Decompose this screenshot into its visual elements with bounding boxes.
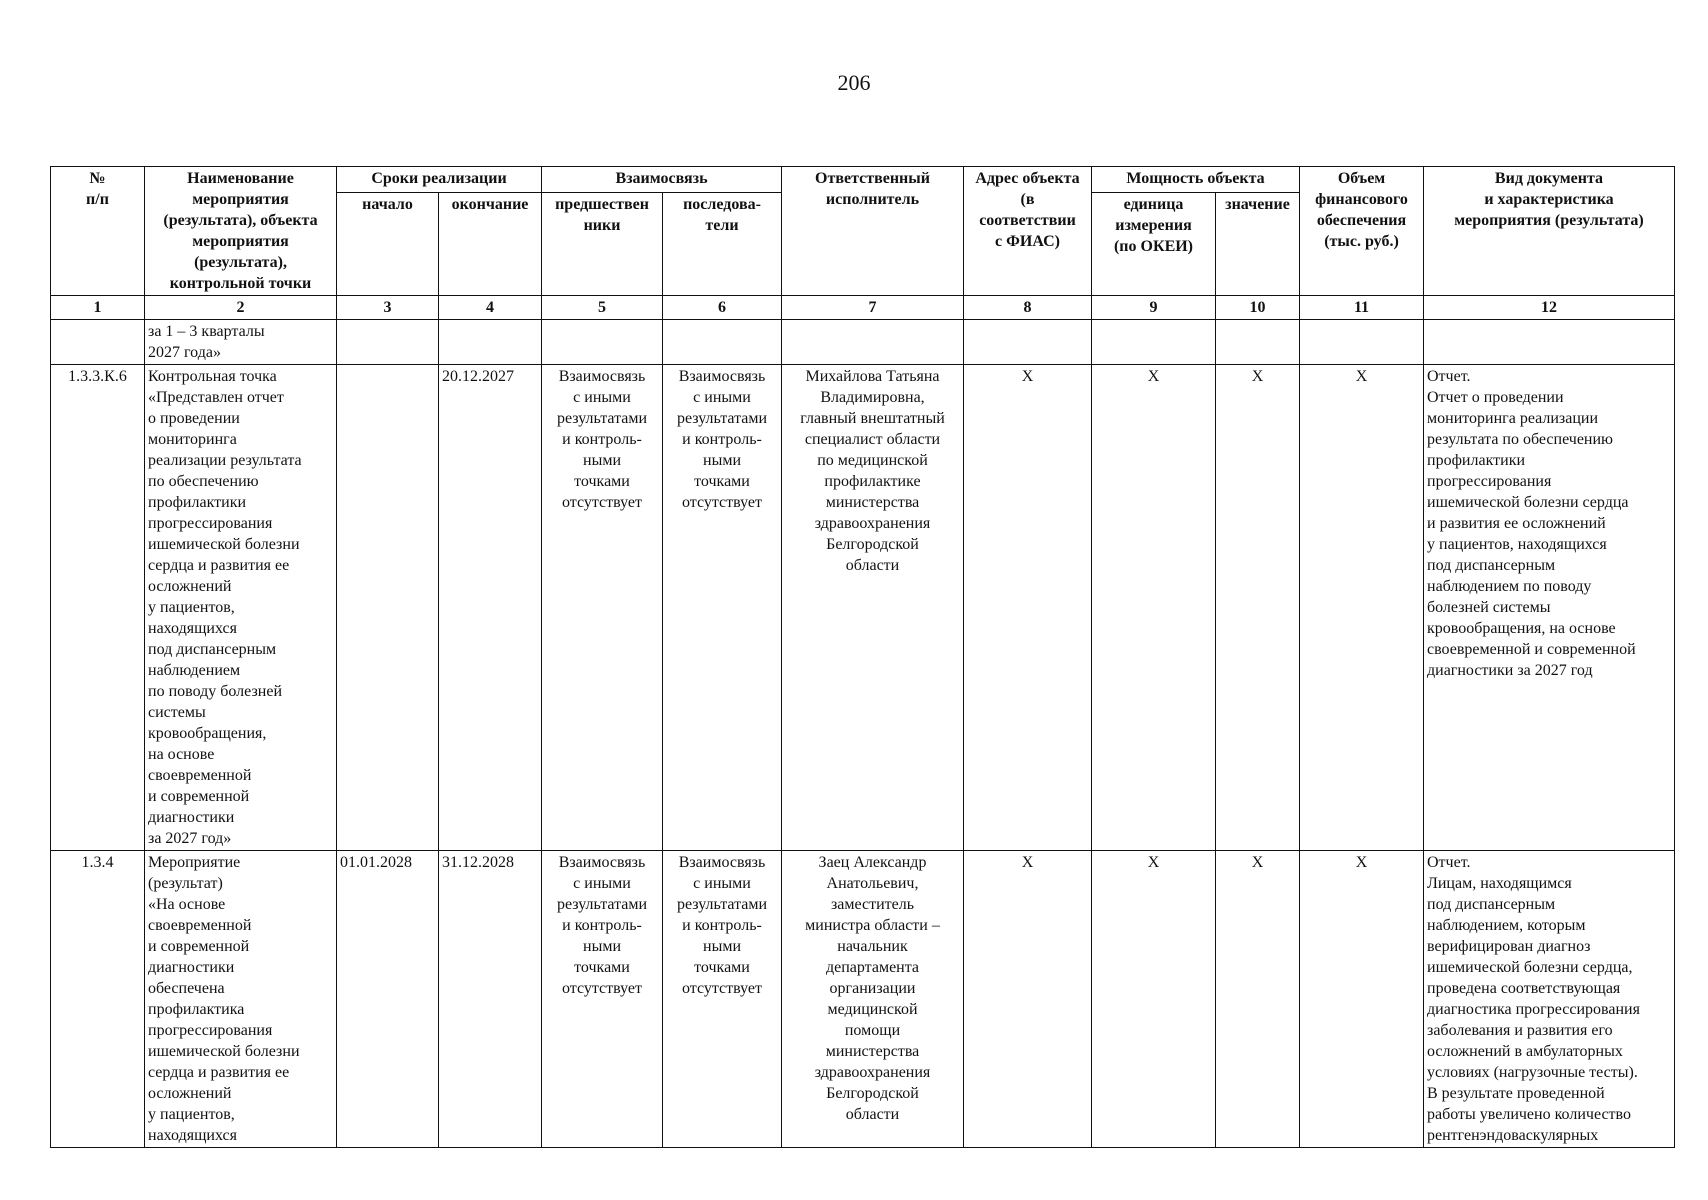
column-number: 2 [145,296,337,320]
cell-name: за 1 – 3 кварталы 2027 года» [145,320,337,365]
column-number: 5 [542,296,663,320]
header-responsible: Ответственный исполнитель [782,167,964,296]
cell-num [51,320,145,365]
column-number: 4 [439,296,542,320]
cell-finance: X [1300,365,1424,851]
header-succ: последова- тели [663,193,782,296]
header-num: № п/п [51,167,145,296]
table-row [51,851,1675,1148]
column-number: 11 [1300,296,1424,320]
column-number: 1 [51,296,145,320]
cell-succ: Взаимосвязь с иными результатами и контроль- ными точками отсутствует [663,851,782,1148]
header-address: Адрес объекта (в соответствии с ФИАС) [964,167,1092,296]
column-number: 10 [1216,296,1300,320]
cell-start [337,365,439,851]
cell-num: 1.3.3.К.6 [51,365,145,851]
cell-end: 31.12.2028 [439,851,542,1148]
column-number: 6 [663,296,782,320]
plan-table [50,166,1675,1148]
header-value: значение [1216,193,1300,296]
cell-unit: X [1092,851,1216,1148]
header-finance: Объем финансового обеспечения (тыс. руб.) [1300,167,1424,296]
cell-doc: Отчет. Отчет о проведении мониторинга реализации результата по обеспечению профилактики прогрессирования ишемической болезни сердца и развития ее осложнений у пациентов, находящихся под диспансерным наблюдением по поводу болезней системы кровообращения, на основе своевременной и современной диагностики за 2027 год [1424,365,1675,851]
header-row-1 [51,167,1675,193]
table-row [51,320,1675,365]
cell-unit [1092,320,1216,365]
header-name: Наименование мероприятия (результата), объекта мероприятия (результата), контрольной точки [145,167,337,296]
cell-address [964,320,1092,365]
header-end: окончание [439,193,542,296]
cell-address: X [964,851,1092,1148]
cell-name: Мероприятие (результат) «На основе своевременной и современной диагностики обеспечена профилактика прогрессирования ишемической болезни сердца и развития ее осложнений у пациентов, находящихся [145,851,337,1148]
cell-succ: Взаимосвязь с иными результатами и контроль- ными точками отсутствует [663,365,782,851]
cell-value [1216,320,1300,365]
cell-start: 01.01.2028 [337,851,439,1148]
cell-responsible: Заец Александр Анатольевич, заместитель министра области – начальник департамента организации медицинской помощи министерства здравоохранения Белгородской области [782,851,964,1148]
cell-end: 20.12.2027 [439,365,542,851]
cell-doc: Отчет. Лицам, находящимся под диспансерным наблюдением, которым верифицирован диагноз ишемической болезни сердца, проведена соответствующая диагностика прогрессирования заболевания и развития его осложнений в амбулаторных условиях (нагрузочные тесты). В результате проведенной работы увеличено количество рентгенэндоваскулярных [1424,851,1675,1148]
cell-succ [663,320,782,365]
cell-name: Контрольная точка «Представлен отчет о проведении мониторинга реализации результата по обеспечению профилактики прогрессирования ишемической болезни сердца и развития ее осложнений у пациентов, находящихся под диспансерным наблюдением по поводу болезней системы кровообращения, на основе своевременной и современной диагностики за 2027 год» [145,365,337,851]
header-doc: Вид документа и характеристика мероприятия (результата) [1424,167,1675,296]
cell-value: X [1216,365,1300,851]
header-pred: предшествен ники [542,193,663,296]
cell-end [439,320,542,365]
table-row [51,365,1675,851]
header-unit: единица измерения (по ОКЕИ) [1092,193,1216,296]
cell-responsible [782,320,964,365]
cell-pred: Взаимосвязь с иными результатами и контроль- ными точками отсутствует [542,851,663,1148]
cell-num: 1.3.4 [51,851,145,1148]
header-start: начало [337,193,439,296]
cell-pred: Взаимосвязь с иными результатами и контроль- ными точками отсутствует [542,365,663,851]
cell-value: X [1216,851,1300,1148]
column-number: 8 [964,296,1092,320]
header-terms: Сроки реализации [337,167,542,193]
column-number: 12 [1424,296,1675,320]
cell-pred [542,320,663,365]
column-number: 7 [782,296,964,320]
header-relation: Взаимосвязь [542,167,782,193]
column-number: 9 [1092,296,1216,320]
cell-address: X [964,365,1092,851]
cell-doc [1424,320,1675,365]
cell-unit: X [1092,365,1216,851]
cell-finance: X [1300,851,1424,1148]
page-number: 206 [837,70,871,95]
column-number: 3 [337,296,439,320]
cell-start [337,320,439,365]
cell-finance [1300,320,1424,365]
cell-responsible: Михайлова Татьяна Владимировна, главный внештатный специалист области по медицинской профилактике министерства здравоохранения Белгородской области [782,365,964,851]
column-number-row [51,296,1675,320]
header-capacity: Мощность объекта [1092,167,1300,193]
